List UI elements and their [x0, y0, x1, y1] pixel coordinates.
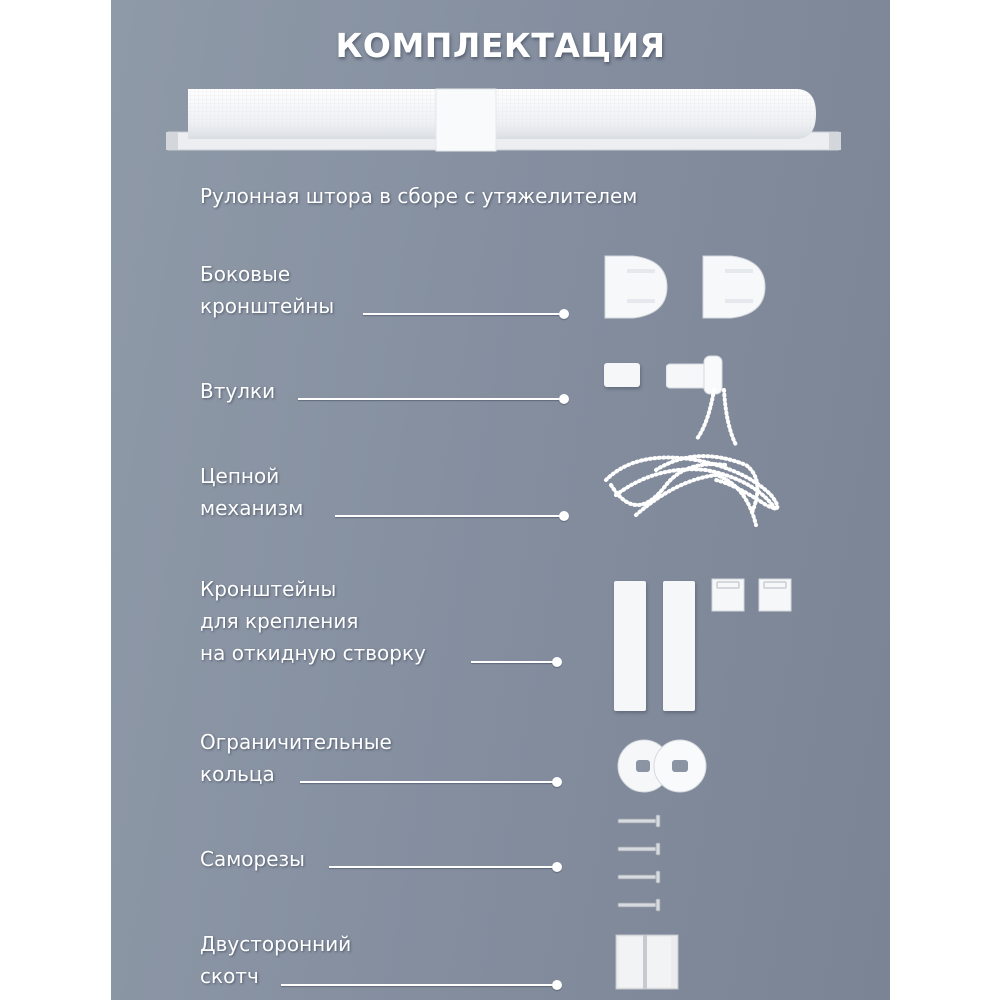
screws-icon: [616, 812, 666, 912]
side-bracket-icon: [701, 255, 767, 319]
bushing-icon: [604, 363, 640, 387]
page-title: КОМПЛЕКТАЦИЯ: [335, 26, 666, 65]
item-bushings-label: Втулки: [200, 379, 276, 403]
leader-line: [281, 984, 557, 986]
item-screws-label: Саморезы: [200, 847, 305, 871]
roller-blind-roll-icon: [166, 87, 841, 153]
leader-line: [335, 515, 564, 517]
item-tilt-brackets-label: Кронштейны для крепления на откидную створку: [200, 577, 426, 665]
bead-chain-icon: [596, 385, 796, 535]
main-item-label: Рулонная штора в сборе с утяжелителем: [200, 184, 638, 208]
tilt-bracket-small-icon: [711, 578, 745, 612]
leader-line: [329, 866, 557, 868]
stopper-rings-icon: [616, 736, 716, 796]
leader-line: [298, 398, 564, 400]
item-side-brackets-label: Боковые кронштейны: [200, 262, 335, 318]
leader-line: [300, 781, 557, 783]
leader-line: [471, 661, 557, 663]
equipment-panel: [111, 0, 890, 1000]
double-sided-tape-icon: [615, 934, 679, 990]
side-bracket-icon: [603, 255, 669, 319]
tilt-bracket-long-icon: [663, 581, 695, 711]
tilt-bracket-small-icon: [758, 578, 792, 612]
item-tape-label: Двусторонний скотч: [200, 932, 352, 988]
leader-line: [363, 313, 564, 315]
item-chain-label: Цепной механизм: [200, 464, 304, 520]
item-rings-label: Ограничительные кольца: [200, 730, 392, 786]
tilt-bracket-long-icon: [614, 581, 646, 711]
